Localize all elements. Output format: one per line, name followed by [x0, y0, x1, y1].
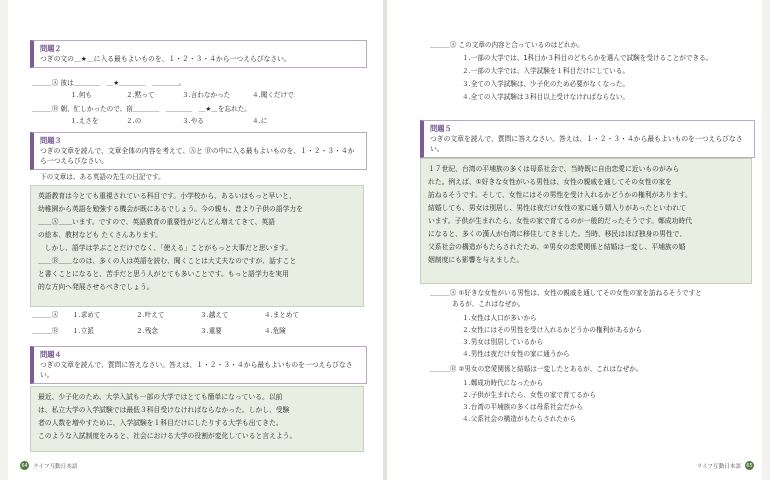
q5a-stem: ＿＿＿Ⓐ ①好きな女性がいる男性は、女性の親戚を通してその女性の家を訪ねるそうですと	[430, 289, 702, 297]
q4a-option[interactable]: ４.全ての入学試験は３科目以上受けなければならない。	[462, 93, 629, 101]
q5b-option[interactable]: ４.父系社会の構造がもたらされたから	[462, 415, 577, 423]
q5-line: になると、多くの漢人が台湾に移住してきました。当時、移民はほぼ独身の男性で、	[428, 230, 687, 238]
q5a-stem-cont: あるが、これはなぜか。	[452, 300, 525, 308]
q2a-option[interactable]: ３.言わなかった	[182, 91, 231, 99]
q5-line: 結婚しても、男女は別居し、男性は夜だけ女性の家に通う婿入りがあったといわれて	[428, 204, 687, 212]
q5-line: １７世紀、台湾の平埔族の多くは母系社会で、当時既に自由恋愛に近いものがみら	[428, 165, 680, 173]
q3b-option[interactable]: ４.危険	[264, 327, 286, 335]
q3a-row	[32, 310, 320, 320]
q3b-option[interactable]: １.立派	[72, 327, 94, 335]
q3a-option[interactable]: １.求めて	[72, 311, 101, 319]
q3-line: ＿＿Ⓐ＿＿います。ですので、英語教育の重要性がどんどん増えてきて、英語	[38, 218, 276, 226]
q5-title: 問題５	[430, 124, 452, 133]
q3-box	[30, 132, 367, 170]
q3a-option[interactable]: ３.越えて	[200, 311, 229, 319]
q5-instructions: つぎの文章を読んで、質問に答えなさい。答えは、１・２・３・４から最もよいものを一つえらびなさい。	[430, 135, 743, 153]
q3b-option[interactable]: ２.残念	[136, 327, 158, 335]
q2a-option[interactable]: ２.黙って	[126, 91, 155, 99]
q2b-option[interactable]: １.えさを	[70, 117, 99, 125]
q3-instructions: つぎの文章を読んで、文章全体の内容を考えて、Ⓐと Ⓑの中に入る最もよいものを、１・２・３・４から一つえらびなさい。	[40, 147, 355, 165]
page-number: 64	[21, 462, 28, 469]
q3-line: 的な方向へ発展させるべきでしょう。	[38, 283, 154, 291]
q4a-options	[462, 52, 752, 104]
q4-line: 者の人数を増やすために、入学試験を１科目だけにしたりする大学も出てきた。	[38, 419, 283, 427]
q2b-option[interactable]: ４.に	[252, 117, 268, 125]
q3-lead: 下の文章は、ある英語の先生の日記です。	[40, 173, 165, 181]
q3-passage	[30, 185, 364, 307]
q2b-options	[70, 116, 308, 126]
q4-line: は、私立大学の入学試験では最低３科目受けなければならなかった。しかし、受験	[38, 406, 290, 414]
q5-line: れた。例えば、①好きな女性がいる男性は、女性の親戚を通してその女性の家を	[428, 178, 672, 186]
right-footer	[697, 461, 754, 470]
q2b-option[interactable]: ３.やる	[182, 117, 204, 125]
q5-line: います。子供が生まれたら、女性の家で育てるのが一般的だったそうです。鄭成功時代	[428, 217, 692, 225]
q2-title: 問題２	[40, 44, 62, 53]
q3a-option[interactable]: ４.まとめて	[264, 311, 300, 319]
q4-box	[30, 346, 367, 384]
q3-line: 英語教育は今とても重視されている科目です。小学校から、あるいはもっと早いと、	[38, 192, 296, 200]
q4-instructions: つぎの文章を読んで、質問に答えなさい。答えは、１・２・３・４から最もよいものを一つえらびなさい。	[40, 361, 353, 379]
q2a-options	[70, 90, 308, 100]
q5b-option[interactable]: ３.台湾の平埔族の多くは母系社会だから	[462, 403, 583, 411]
q5a-option[interactable]: ４.男性は夜だけ女性の家に通うから	[462, 350, 570, 358]
q5-box	[420, 120, 755, 158]
q5b-stem: ＿＿＿Ⓑ ②男女の恋愛関係と結婚は一変したとあるが、これはなぜか。	[430, 365, 643, 373]
book-title: ライフ互動日本語	[33, 463, 78, 470]
q5a-option[interactable]: １.女性は人口が多いから	[462, 314, 537, 322]
q3-line: ＿＿Ⓑ＿＿なのは、多くの人は英語を読む、聞くことは大丈夫なのですが、話すこと	[38, 257, 297, 265]
q3-line: と書くことになると、苦手だと思う人がとても多いことです。もっと語学力を実用	[38, 270, 289, 278]
q3-line: の絵本、教材なども たくさんあります。	[38, 231, 162, 239]
q4a-option[interactable]: １.一部の大学では、1科目か３科目のどちらかを選んで試験を受けることができる。	[462, 54, 713, 62]
q5-line: 姻制度にも影響を与えました。	[428, 256, 524, 264]
q2-box	[30, 40, 367, 68]
q4-line: 最近、少子化のため、大学入試も一部の大学ではとても簡単になっている。以前	[38, 393, 283, 401]
q5b-option[interactable]: ２.子供が生まれたら、女性の家で育てるから	[462, 391, 596, 399]
q2a-option[interactable]: １.何も	[70, 91, 92, 99]
book-title: ライフ互動日本語	[696, 463, 741, 470]
q5b-option[interactable]: １.鄭成功時代になったから	[462, 379, 544, 387]
q4a-stem: ＿＿＿Ⓐ この文章の内容と合っているのはどれか。	[430, 41, 584, 49]
q4-passage	[30, 386, 364, 452]
q3-title: 問題３	[40, 136, 62, 145]
q5b-options	[462, 377, 742, 425]
page-number: 65	[746, 462, 753, 469]
q2a-stem: ＿＿＿Ⓐ 彼は＿＿＿＿ ＿★＿＿＿＿ ＿＿＿＿。	[32, 79, 186, 87]
q2-instructions: つぎの文の＿★＿に入る最もよいものを、１・２・３・４から一つえらびなさい。	[40, 55, 291, 63]
q5-line: 父系社会の構造がもたらされたため、②男女の恋愛関係と結婚は一変し、平埔族の婚	[428, 243, 686, 251]
q4-line: このような入試制度をみると、社会における大学の役割が変化していると言えよう。	[38, 432, 297, 440]
q3b-option[interactable]: ３.重要	[200, 327, 222, 335]
q5-line: 訪ねるそうです。そして、女性にはその男性を受け入れるかどうかの権利があります。	[428, 191, 692, 199]
q3-line: 幼稚園から英語を勉強する機会が既にあるでしょう。今の親も、昔より子供の語学力を	[38, 205, 304, 213]
q5-passage	[420, 158, 752, 284]
q5a-options	[462, 312, 742, 360]
q2b-stem: ＿＿＿Ⓑ 朝、忙しかったので、宿＿＿＿＿ ＿＿＿＿ ＿★＿を忘れた。	[32, 105, 251, 113]
q4a-option[interactable]: ３.全ての入学試験は、少子化のため必要がなくなった。	[462, 80, 629, 88]
q3b-row	[32, 326, 320, 336]
q5a-option[interactable]: ３.男女は別居しているから	[462, 338, 544, 346]
q3-line: しかし、語学は学ぶことだけでなく、「使える」ことがもっと大事だと思います。	[38, 244, 293, 252]
q2b-option[interactable]: ２.の	[126, 117, 142, 125]
q3a-label: ＿＿＿Ⓐ	[32, 311, 59, 319]
q4-title: 問題４	[40, 350, 62, 359]
q4a-option[interactable]: ２.一部の大学では、入学試験を１科目だけにしている。	[462, 67, 629, 75]
q2a-option[interactable]: ４.聞くだけで	[252, 91, 294, 99]
left-footer	[20, 461, 77, 470]
q5a-option[interactable]: ２.女性にはその男性を受け入れるかどうかの権利があるから	[462, 326, 643, 334]
q3a-option[interactable]: ２.叶えて	[136, 311, 165, 319]
q3b-label: ＿＿＿Ⓑ	[32, 327, 59, 335]
